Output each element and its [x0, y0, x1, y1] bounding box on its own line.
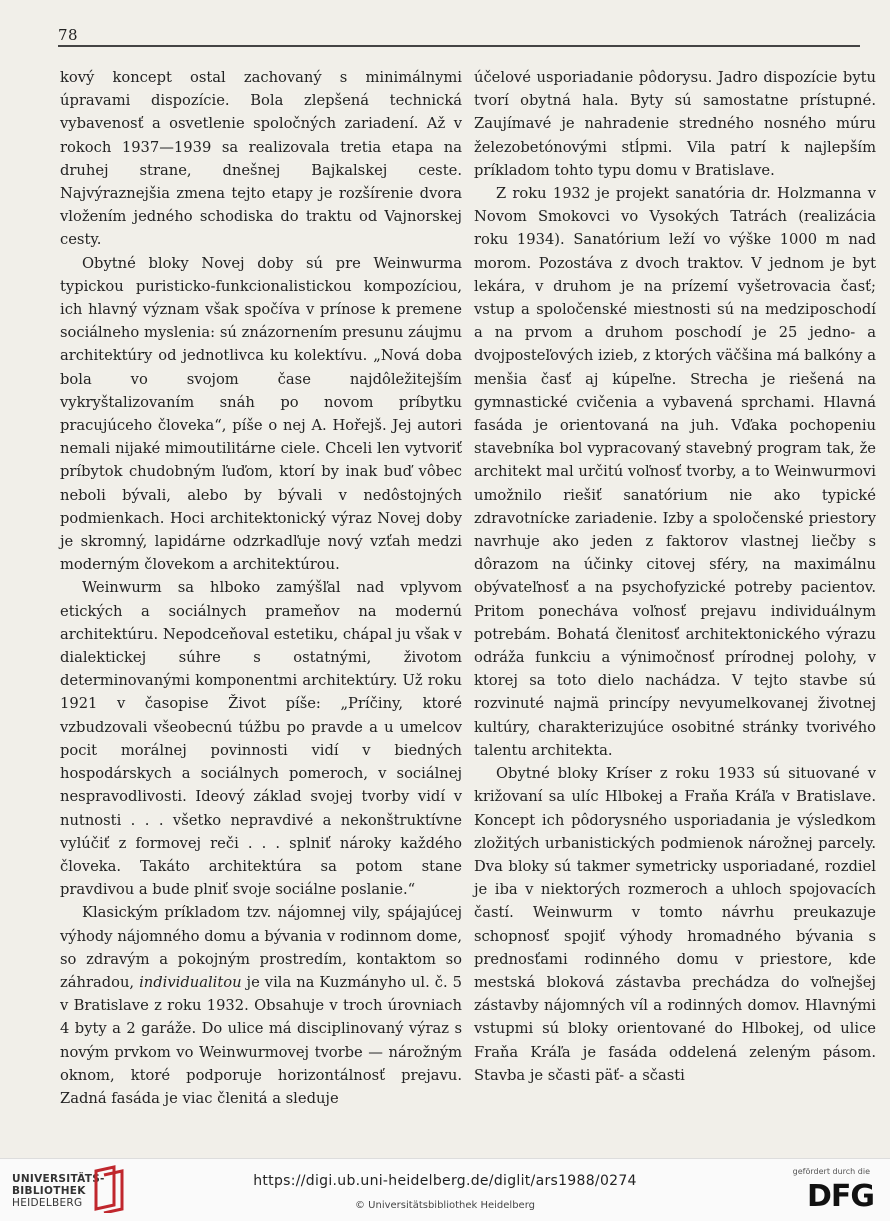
- right-paragraph-2: Z roku 1932 je projekt sanatória dr. Holzmanna v Novom Smokovci vo Vysokých Tatrách (realizácia roku 1934). Sanatórium leží vo výške 1000 m nad morom. Pozostáva z dvoch traktov. V jednom je byt lekára, v druhom je na prízemí vyšetrovacia časť; vstup a spoločenské miestnosti sú na medziposchodí a na prvom a druhom poschodí je 25 jedno- a dvojposteľových izieb, z ktorých väčšina má balkóny a menšia časť aj kúpeľne. Strecha je riešená na gymnastické cvičenia a vybavená sprchami. Hlavná fasáda je orientovaná na juh. Vďaka pochopeniu stavebníka bol vypracovaný stavebný program tak, že architekt mal určitú voľnosť tvorby, a to Weinwurmovi umožnilo riešiť sanatórium nie ako typické zdravotnícke zariadenie. Izby a spoločenské priestory navrhuje ako jeden z faktorov vlastnej liečby s dôrazom na účinky citovej sféry, na maximálnu obývateľnosť a na psychofyzické potreby pacientov. Pritom ponecháva voľnosť prejavu individuálnym potrebám. Bohatá členitosť architektonického výrazu odráža funkciu a výnimočnosť prírodnej polohy, v ktorej sa toto dielo nachádza. V tejto stavbe sú rozvinuté najmä princípy nevyumelkovanej životnej kultúry, charakterizujúce osobitné stránky tvorivého talentu architekta.: [474, 185, 876, 759]
- page-number: 78: [58, 26, 79, 44]
- footer-bar: [0, 1158, 890, 1221]
- left-paragraph-4-start: Klasickým príkladom tzv. nájomnej vily, spájajúcej výhody nájomného domu a bývania v rodinnom dome, so zdravým a pokojným prostredím, kontaktom so záhradou,: [60, 904, 462, 991]
- source-url[interactable]: https://digi.ub.uni-heidelberg.de/diglit/ars1988/0274: [253, 1173, 637, 1189]
- library-name-line-2: BIBLIOTHEK: [12, 1185, 86, 1197]
- left-paragraph-4: [60, 901, 462, 1110]
- dfg-logo: DFG: [806, 1179, 874, 1214]
- right-paragraph-1: účelové usporiadanie pôdorysu. Jadro dispozície bytu tvorí obytná hala. Byty sú samostatne prístupné. Zaujímavé je nahradenie stredného nosného múru železobetónovými stĺpmi. Vila patrí k najlepším príkladom tohto typu domu v Bratislave.: [474, 69, 876, 179]
- left-paragraph-1: kový koncept ostal zachovaný s minimálnymi úpravami dispozície. Bola zlepšená technická vybavenosť a osvetlenie spoločných zariadení. Až v rokoch 1937—1939 sa realizovala tretia etapa na druhej strane, dnešnej Bajkalskej ceste. Najvýraznejšia zmena tejto etapy je rozšírenie dvora vložením jedného schodiska do traktu od Vajnorskej cesty.: [60, 69, 462, 249]
- emphasis-word: individualitou: [139, 973, 242, 991]
- copyright-notice: © Universitätsbibliothek Heidelberg: [354, 1200, 535, 1211]
- right-paragraph-3: Obytné bloky Kríser z roku 1933 sú situované v križovaní sa ulíc Hlbokej a Fraňa Kráľa v Bratislave. Koncept ich pôdorysného usporiadania je výsledkom zložitých urbanistických podmienok nárožnej parcely. Dva bloky sú takmer symetricky usporiadané, rozdiel je iba v niektorých rozmeroch a uhloch spojovacích častí. Weinwurm v tomto návrhu preukazuje schopnosť spojiť výhody hromadného bývania s prednosťami rodinného domu v priestore, kde mestská bloková zástavba prechádza do voľnejšej zástavby nájomných víl a rodinných domov. Hlavnými vstupmi sú bloky orientované do Hlbokej, od ulice Fraňa Kráľa je fasáda oddelená zeleným pásom. Stavba je sčasti päť- a sčasti: [474, 765, 876, 1084]
- right-column: [474, 66, 876, 1087]
- library-name-line-3: HEIDELBERG: [12, 1197, 83, 1209]
- funder-caption: gefördert durch die: [792, 1167, 870, 1176]
- left-paragraph-2: Obytné bloky Novej doby sú pre Weinwurma typickou puristicko-funkcionalistickou kompozíciou, ich hlavný význam však spočíva v prínose k premene sociálneho myslenia: sú znázornením presunu záujmu architektúry od jednotlivca ku kolektívu. „Nová doba bola vo svojom čase najdôležitejším vykryštalizovaním snáh po novom príbytku pracujúceho človeka“, píše o nej A. Hořejš. Jej autori nemali nijaké mimoutilitárne ciele. Chceli len vytvoriť príbytok chudobným ľuďom, ktorí by inak buď vôbec neboli bývali, alebo by bývali v nedôstojných podmienkach. Hoci architektonický výraz Novej doby je skromný, lapidárne odzrkadľuje nový vzťah medzi moderným človekom a architektúrou.: [60, 254, 462, 574]
- left-paragraph-3: Weinwurm sa hlboko zamýšľal nad vplyvom etických a sociálnych prameňov na modernú architektúru. Nepodceňoval estetiku, chápal ju však v dialektickej súhre s ostatnými, životom determinovanými komponentmi architektúry. Už roku 1921 v časopise Život píše: „Príčiny, ktoré vzbudzovali všeobecnú túžbu po pravde a u umelcov pocit morálnej povinnosti vidí v biedných hospodárskych a sociálnych pomeroch, v sociálnej nespravodlivosti. Ideový základ svojej tvorby vidí v nutnosti . . . všetko nepravdivé a nekonštruktívne vylúčiť z formovej reči . . . splniť nároky každého človeka. Takáto architektúra sa potom stane pravdivou a bude plniť svoje sociálne poslanie.“: [60, 579, 462, 899]
- top-rule: [58, 45, 860, 47]
- left-column: [60, 66, 462, 1110]
- library-name-line-1: UNIVERSITÄTS-: [12, 1173, 105, 1185]
- left-paragraph-4-end: je vila na Kuzmányho ul. č. 5 v Bratislave z roku 1932. Obsahuje v troch úrovniach 4 byty a 2 garáže. Do ulice má disciplinovaný výraz s novým prvkom vo Weinwurmovej tvorbe — nárožným oknom, ktoré podporuje horizontálnosť prejavu. Zadná fasáda je viac členitá a sleduje: [60, 973, 462, 1107]
